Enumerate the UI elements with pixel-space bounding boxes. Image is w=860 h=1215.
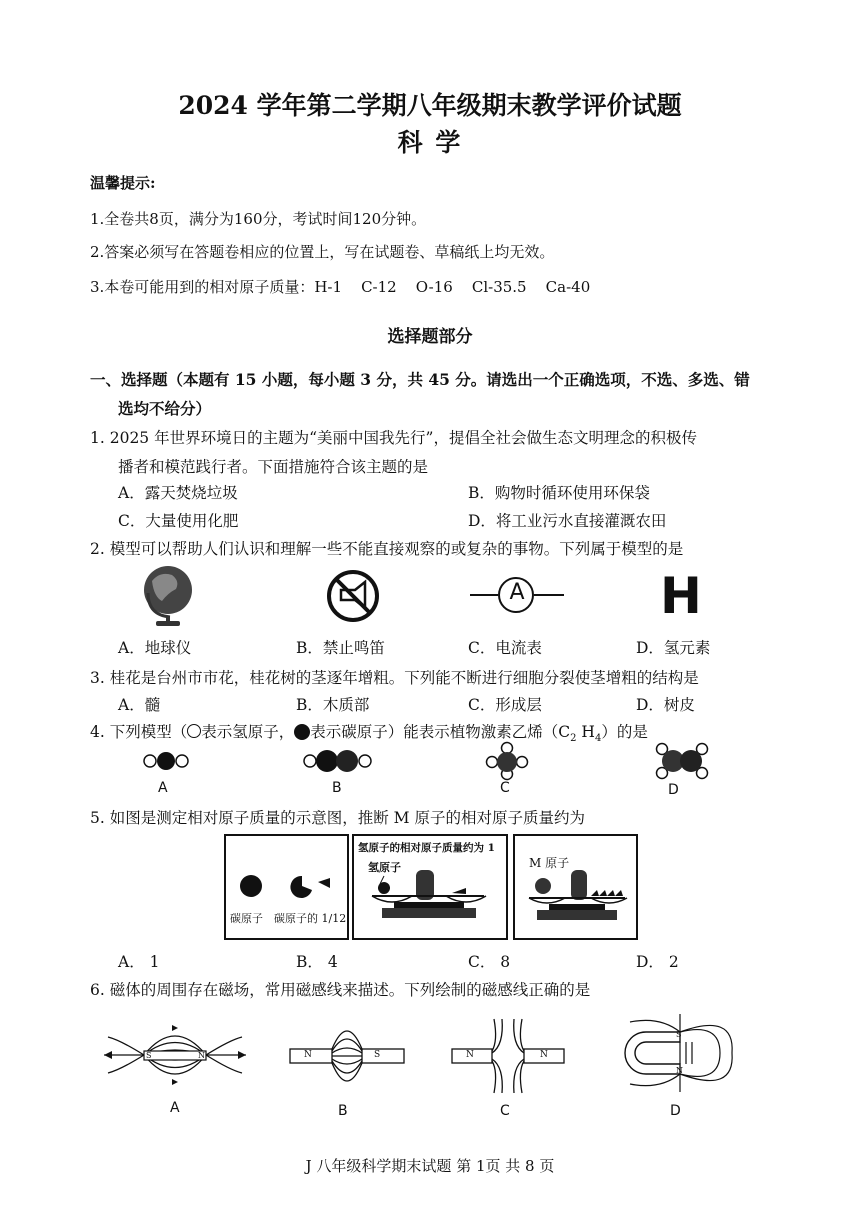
q5-panel-hydrogen bbox=[352, 834, 508, 940]
q5-option-b: B． 4 bbox=[296, 953, 338, 971]
q1-option-d: D．将工业污水直接灌溉农田 bbox=[468, 512, 667, 530]
q4-label-a: A bbox=[158, 780, 168, 796]
q6-label-a: A bbox=[170, 1100, 180, 1116]
q1-option-c: C．大量使用化肥 bbox=[118, 512, 239, 530]
q5-option-a: A． 1 bbox=[118, 953, 160, 971]
carbon-atom-label: 碳原子 bbox=[230, 912, 263, 925]
q1-stem-cont: 播者和模范践行者。下面措施符合该主题的是 bbox=[118, 458, 429, 476]
q4-stem: 4. 下列模型（ 表示氢原子， 表示碳原子）能表示植物激素乙烯（$C_2$ $H_4$）的是 bbox=[90, 723, 648, 745]
page-footer: J 八年级科学期末试题 第 1页 共 8 页 bbox=[305, 1157, 555, 1175]
magnet-d-s-pole: S bbox=[676, 1030, 682, 1039]
q2-option-b: B．禁止鸣笛 bbox=[296, 639, 385, 657]
q3-option-c: C．形成层 bbox=[468, 696, 542, 714]
carbon-atom-icon bbox=[294, 724, 310, 740]
tip-3: 3.本卷可能用到的相对原子质量：H-1 C-12 O-16 Cl-35.5 Ca-40 bbox=[90, 278, 591, 296]
tip-1: 1.全卷共8页，满分为160分，考试时间120分钟。 bbox=[90, 210, 427, 228]
part-heading: 一、选择题（本题有 15 小题，每小题 3 分，共 45 分。请选出一个正确选项，不选、多选、错 bbox=[90, 370, 750, 389]
subject-title: 科 学 bbox=[397, 128, 463, 157]
q5-panel-m-atom bbox=[513, 834, 638, 940]
carbon-twelfth-label: 碳原子的 1/12 bbox=[274, 912, 347, 925]
q2-option-c: C．电流表 bbox=[468, 639, 542, 657]
q3-option-b: B．木质部 bbox=[296, 696, 370, 714]
magnet-c-left-n-pole: N bbox=[466, 1050, 474, 1060]
magnet-d-n-pole: N bbox=[676, 1066, 683, 1075]
molecule-model-a bbox=[142, 750, 192, 772]
balance-scale-m-atom-icon bbox=[515, 836, 636, 938]
hydrogen-mass-caption: 氢原子的相对原子质量约为 1 bbox=[358, 842, 495, 854]
q6-label-c: C bbox=[500, 1103, 510, 1119]
tips-heading: 温馨提示: bbox=[90, 174, 156, 192]
q3-option-a: A．髓 bbox=[118, 696, 161, 714]
q6-label-b: B bbox=[338, 1103, 348, 1119]
magnet-a-s-pole: S bbox=[146, 1051, 152, 1060]
magnet-a-n-pole: N bbox=[198, 1051, 205, 1060]
hydrogen-atom-label: 氢原子 bbox=[368, 861, 401, 874]
q5-option-c: C． 8 bbox=[468, 953, 511, 971]
q2-stem: 2. 模型可以帮助人们认识和理解一些不能直接观察的或复杂的事物。下列属于模型的是 bbox=[90, 540, 684, 558]
page-title: 2024 学年第二学期八年级期末教学评价试题 bbox=[178, 91, 682, 120]
q1-option-a: A．露天焚烧垃圾 bbox=[118, 484, 238, 502]
q4-label-d: D bbox=[668, 782, 679, 798]
q3-stem: 3. 桂花是台州市市花，桂花树的茎逐年增粗。下列能不断进行细胞分裂使茎增粗的结构是 bbox=[90, 669, 699, 687]
q5-panel-carbon bbox=[224, 834, 349, 940]
globe-icon bbox=[140, 563, 200, 627]
hydrogen-atom-icon bbox=[187, 724, 201, 738]
q5-stem: 5. 如图是测定相对原子质量的示意图，推断 M 原子的相对原子质量约为 bbox=[90, 809, 585, 827]
magnet-field-d bbox=[620, 1012, 738, 1094]
q3-option-d: D．树皮 bbox=[636, 696, 695, 714]
q6-label-d: D bbox=[670, 1103, 681, 1119]
no-horn-sign-icon bbox=[325, 568, 381, 624]
q2-option-a: A．地球仪 bbox=[118, 639, 192, 657]
m-atom-label: M 原子 bbox=[529, 856, 570, 870]
part-heading-cont: 选均不给分） bbox=[118, 399, 212, 418]
magnet-b-s-pole: S bbox=[374, 1050, 381, 1060]
molecule-model-c bbox=[486, 742, 528, 780]
molecule-model-d bbox=[654, 742, 710, 780]
tip-2: 2.答案必须写在答题卷相应的位置上，写在试题卷、草稿纸上均无效。 bbox=[90, 243, 555, 261]
q4-label-c: C bbox=[500, 780, 510, 796]
section-title: 选择题部分 bbox=[387, 327, 473, 347]
q4-label-b: B bbox=[332, 780, 342, 796]
q1-option-b: B．购物时循环使用环保袋 bbox=[468, 484, 650, 502]
element-symbol: H bbox=[660, 567, 702, 625]
ammeter-letter: A bbox=[509, 580, 525, 605]
magnet-b-n-pole: N bbox=[304, 1050, 312, 1060]
molecule-model-b bbox=[302, 748, 374, 774]
q1-stem: 1. 2025 年世界环境日的主题为“美丽中国我先行”，提倡全社会做生态文明理念的积极传 bbox=[90, 429, 697, 447]
q6-stem: 6. 磁体的周围存在磁场，常用磁感线来描述。下列绘制的磁感线正确的是 bbox=[90, 981, 591, 999]
magnet-field-a bbox=[100, 1015, 250, 1095]
q2-option-d: D．氢元素 bbox=[636, 639, 711, 657]
q5-option-d: D． 2 bbox=[636, 953, 679, 971]
balance-scale-hydrogen-icon bbox=[354, 836, 506, 938]
magnet-c-right-n-pole: N bbox=[540, 1050, 548, 1060]
